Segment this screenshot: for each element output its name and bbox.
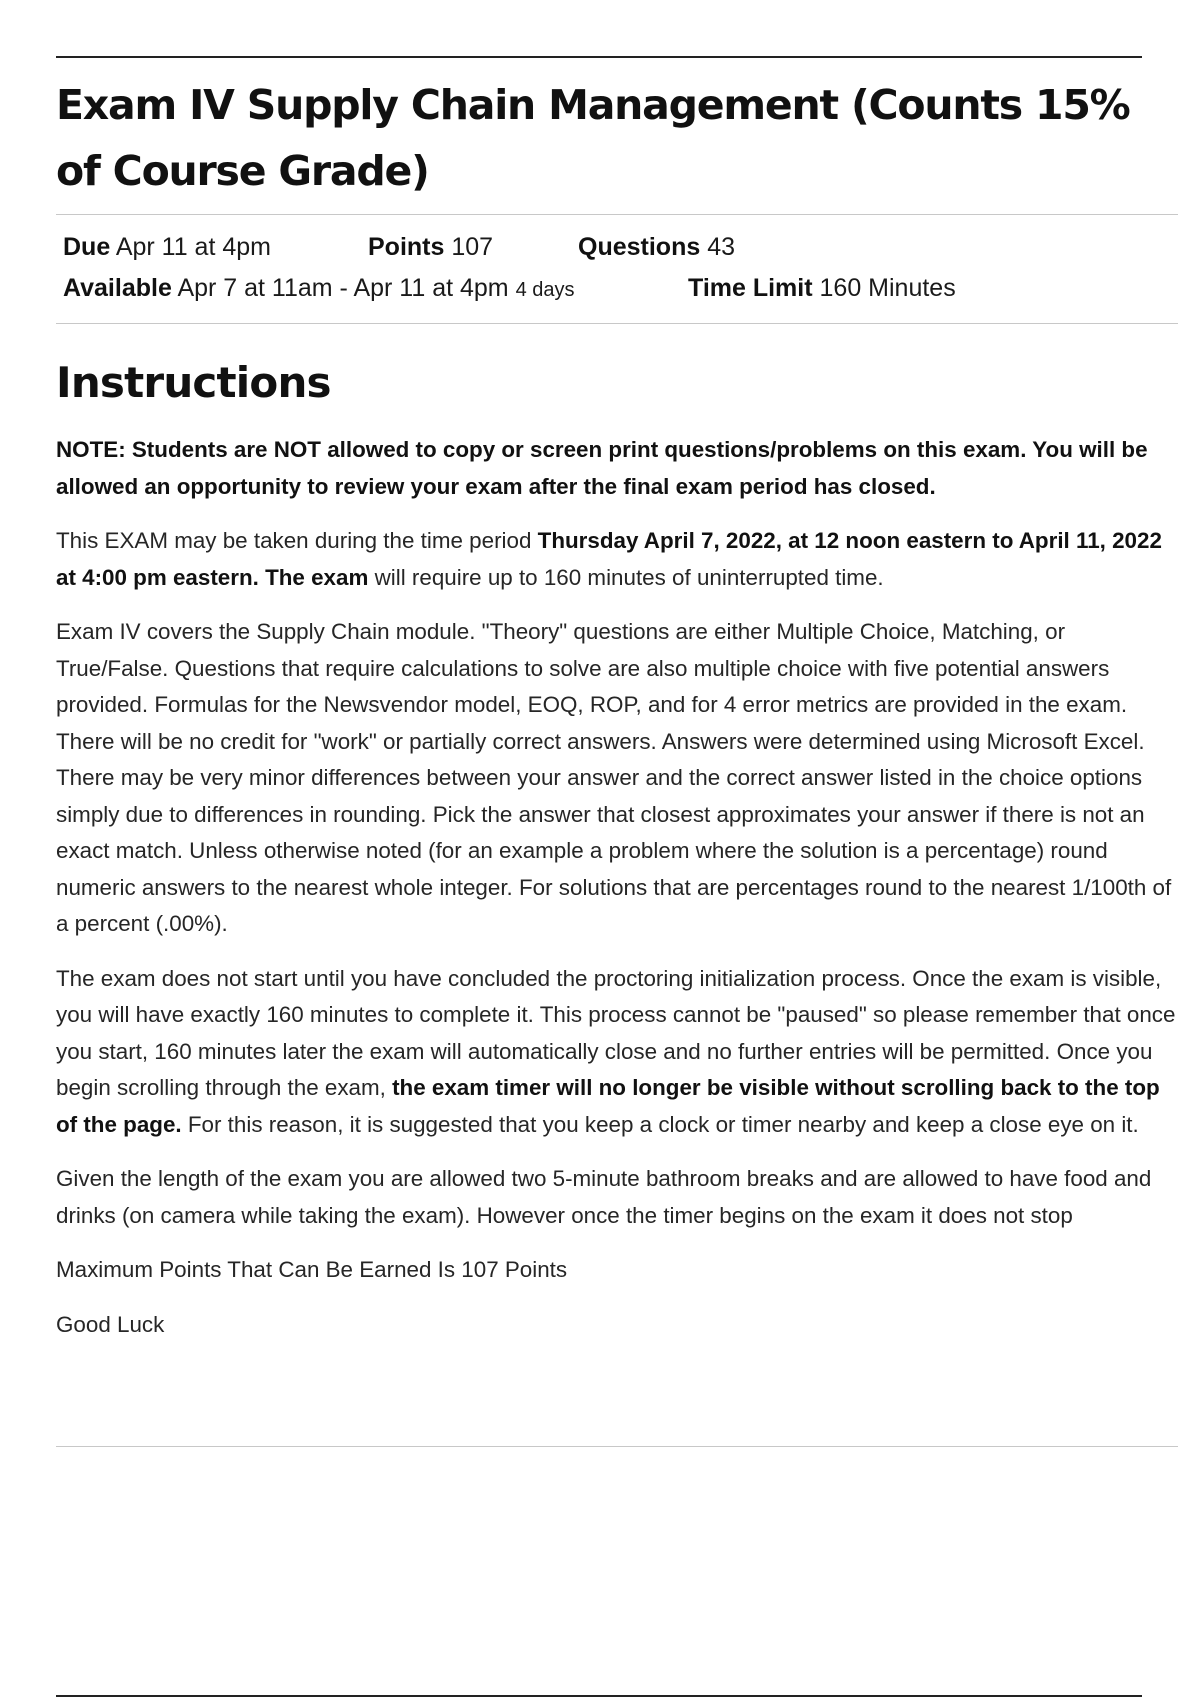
- note-text: NOTE: Students are NOT allowed to copy or screen print questions/problems on this exam. You will be allowed an opportunity to review your exam after the final exam period has closed.: [56, 437, 1148, 499]
- top-divider: [56, 56, 1142, 58]
- available-label: Available: [63, 274, 172, 302]
- instructions-heading: Instructions: [56, 358, 331, 407]
- period-intro: This EXAM may be taken during the time period: [56, 528, 538, 553]
- coverage-paragraph: Exam IV covers the Supply Chain module. "Theory" questions are either Multiple Choice, Matching, or True/False. Questions that require calculations to solve are also multiple choice with five potential answers provided. Formulas for the Newsvendor model, EOQ, ROP, and for 4 error metrics are provided in the exam. There will be no credit for "work" or partially correct answers. Answers were determined using Microsoft Excel. There may be very minor differences between your answer and the correct answer listed in the choice options simply due to differences in rounding. Pick the answer that closest approximates your answer if there is not an exact match. Unless otherwise noted (for an example a problem where the solution is a percentage) round numeric answers to the nearest whole integer. For solutions that are percentages round to the nearest 1/100th of a percent (.00%).: [56, 619, 1172, 936]
- time-limit-label: Time Limit: [688, 274, 813, 302]
- questions: [578, 232, 735, 262]
- period-bold: Thursday April 7, 2022, at 12 noon eastern to April 11, 2022 at 4:00 pm eastern. The exam: [56, 528, 1162, 590]
- exam-page: [56, 0, 1178, 1700]
- points: [368, 232, 493, 262]
- questions-value: 43: [707, 233, 736, 261]
- time-limit-value: 160 Minutes: [819, 274, 956, 302]
- details-top-divider: [56, 214, 1178, 215]
- timer-paragraph: [56, 961, 1178, 1144]
- period-rest: will require up to 160 minutes of uninterrupted time.: [368, 564, 884, 590]
- due-date: [63, 232, 271, 262]
- timer-intro: The exam does not start until you have concluded the proctoring initialization process. Once the exam is visible, you will have exactly 160 minutes to complete it. This process cannot be "paused" so please remember that once you start, 160 minutes later the exam will automatically close and no further entries will be permitted. Once you begin scrolling through the exam,: [56, 965, 1176, 1100]
- note-paragraph: [56, 432, 1178, 505]
- available-value: Apr 7 at 11am - Apr 11 at 4pm: [177, 274, 509, 302]
- due-label: Due: [63, 233, 111, 261]
- points-value: 107: [451, 233, 494, 261]
- available-duration: 4 days: [515, 279, 575, 301]
- availability: [63, 273, 575, 305]
- timer-rest: For this reason, it is suggested that you keep a clock or timer nearby and keep a close eye on it.: [181, 1111, 1139, 1137]
- page-title: Exam IV Supply Chain Management (Counts 15% of Course Grade): [56, 81, 1130, 195]
- details-bottom-divider: [56, 323, 1178, 324]
- max-points-paragraph: Maximum Points That Can Be Earned Is 107 Points: [56, 1257, 568, 1282]
- period-paragraph: [56, 523, 1178, 596]
- instructions-bottom-divider: [56, 1446, 1178, 1447]
- points-label: Points: [368, 233, 445, 261]
- breaks-paragraph: Given the length of the exam you are allowed two 5-minute bathroom breaks and are allowed to have food and drinks (on camera while taking the exam). However once the timer begins on the exam it does not stop: [56, 1166, 1152, 1228]
- good-luck-paragraph: Good Luck: [56, 1311, 165, 1337]
- due-value: Apr 11 at 4pm: [115, 233, 271, 261]
- questions-label: Questions: [578, 233, 701, 261]
- time-limit: [688, 273, 956, 303]
- instructions-body: [56, 432, 1178, 1361]
- timer-bold: the exam timer will no longer be visible without scrolling back to the top of the page.: [56, 1075, 1160, 1137]
- bottom-divider: [56, 1695, 1142, 1697]
